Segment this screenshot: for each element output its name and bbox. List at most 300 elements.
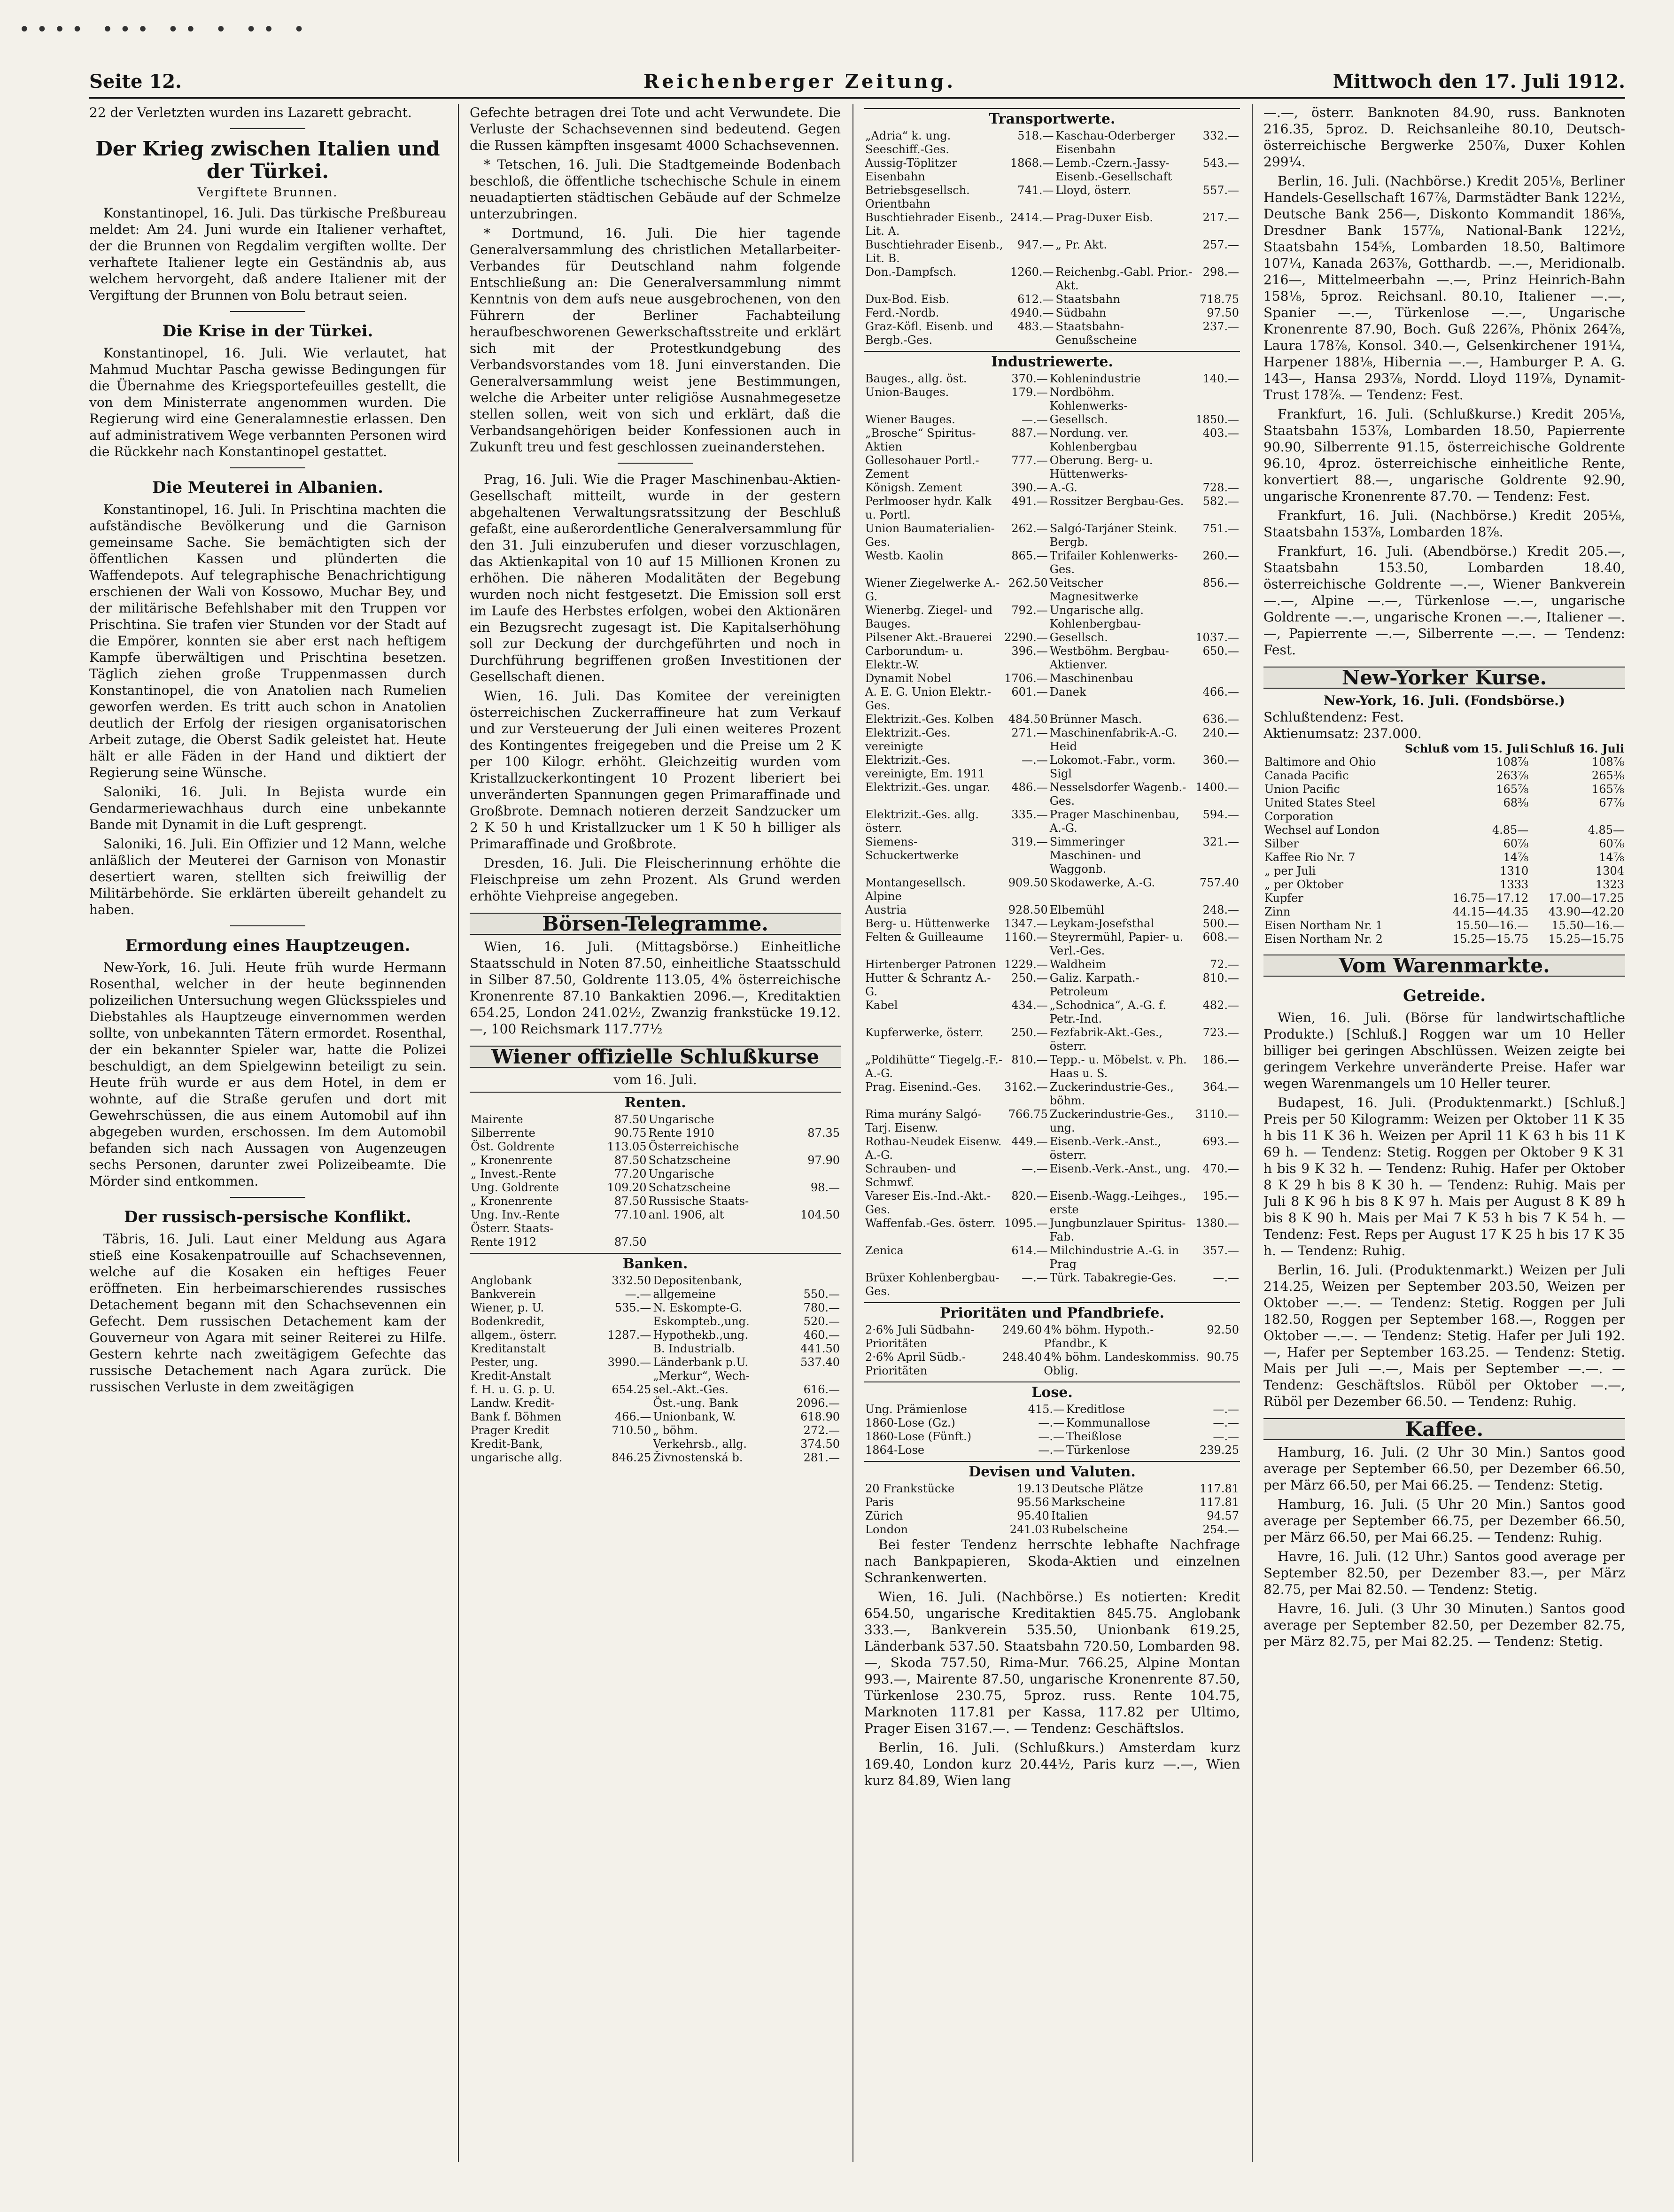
page-header (89, 70, 1625, 99)
table-row (864, 604, 1240, 631)
headline-mutiny: Die Meuterei in Albanien. (152, 478, 383, 497)
table-cell: Unionbank, W. (653, 1410, 736, 1423)
table-cell: Westb. Kaolin (865, 549, 944, 562)
table-cell: 87.35 (807, 1126, 840, 1140)
divider (230, 1197, 305, 1198)
industrie-table (864, 372, 1240, 1298)
table-cell: 90.75 (1207, 1350, 1239, 1364)
table-cell: Salgó-Tarjáner Steink. Bergb. (1049, 522, 1178, 549)
table-cell: anl. 1906, alt (648, 1208, 724, 1221)
table-cell: Wiener Ziegelwerke A.-G. (865, 576, 1000, 603)
table-cell: 460.— (803, 1328, 840, 1342)
table-cell: Elektrizit.-Ges. vereinigte (865, 726, 951, 753)
table-cell: —.— (1022, 1271, 1048, 1284)
table-row (864, 293, 1240, 306)
table-cell: Pester, ung. (471, 1356, 538, 1369)
table-cell: Nordung. ver. Kohlenbergbau (1049, 427, 1137, 453)
table-cell (781, 1369, 841, 1383)
table-cell: 2290.— (1004, 631, 1048, 644)
table-cell: Rothau-Neudek Eisenw. A.-G. (865, 1135, 1002, 1162)
banner-kaffee: Kaffee. (1263, 1418, 1625, 1440)
table-cell: 94.57 (1207, 1509, 1239, 1522)
table-cell: Jungbunzlauer Spiritus-Fab. (1049, 1217, 1186, 1243)
table-cell: Prag. Eisenind.-Ges. (865, 1080, 982, 1094)
table-row (470, 1288, 841, 1301)
table-cell (781, 1274, 841, 1288)
table-cell: 728.— (1202, 481, 1239, 494)
table-cell: Silber (1264, 837, 1299, 850)
article-murder: New-York, 16. Juli. Heute früh wurde Hermann Rosenthal, welcher in der heute beginnenden polizeilichen Untersuchung wegen Glücksspieles und Diebstahles als Hauptzeuge einvernommen werden sollte, von unbekannten Tätern ermordet. Rosenthal, der ein bekannter Spieler war, hatte die Polizei beschuldigt, an dem Spielgewinn beteiligt zu sein. Heute früh wurde er aus dem Hotel, in dem er wohnte, auf die Straße gerufen und dort mit Gewehrschüssen, die aus einem Automobil auf ihn abgegeben wurden, erschossen. Im dem Automobil befanden sich nach Aussagen von Augenzeugen sechs Personen, darunter zwei Polizeibeamte. Die Mörder sind entkommen. (89, 960, 446, 1189)
table-row (864, 835, 1240, 876)
table-cell: „ Kronenrente (471, 1195, 553, 1208)
table-cell: 557.— (1202, 184, 1239, 197)
table-cell: Rossitzer Bergbau-Ges. (1049, 495, 1184, 508)
table-cell: 618.90 (800, 1410, 840, 1423)
table-cell: 260.— (1202, 549, 1239, 562)
table-row (864, 1244, 1240, 1271)
table-cell: 321.— (1202, 835, 1239, 848)
table-cell: Oberung. Berg- u. Hüttenwerks- (1049, 454, 1153, 481)
table-cell: —.— (1038, 1416, 1065, 1429)
section-transport: Transportwerte. (864, 108, 1240, 127)
table-cell: Russische Staats- (648, 1195, 749, 1208)
table-cell: Ungarische allg. Kohlenbergbau- (1049, 604, 1144, 630)
table-cell: Leykam-Josefsthal (1049, 917, 1155, 930)
table-cell: 43.90—42.20 (1548, 905, 1624, 918)
table-row (864, 454, 1240, 481)
table-cell: Kommunallose (1066, 1416, 1150, 1429)
table-cell: 466.— (1202, 685, 1239, 699)
section-banken: Banken. (470, 1253, 841, 1272)
section-lose: Lose. (864, 1382, 1240, 1401)
table-cell: 718.75 (1200, 293, 1239, 306)
section-getreide: Getreide. (1403, 986, 1486, 1005)
table-row (470, 1167, 841, 1181)
devisen-table (864, 1482, 1240, 1537)
table-row (470, 1126, 841, 1140)
table-cell: 281.— (803, 1451, 840, 1464)
table-cell: 537.40 (800, 1356, 840, 1369)
divider (618, 463, 693, 464)
table-cell: Zinn (1264, 905, 1291, 918)
table-cell: Maschinenbau (1049, 672, 1133, 685)
table-cell: —.— (1022, 753, 1048, 767)
table-cell: Hutter & Schrantz A.-G. (865, 971, 991, 998)
table-cell: Öst. Goldrente (471, 1140, 555, 1153)
table-cell: 360.— (1202, 753, 1239, 767)
table-cell: 1037.— (1195, 631, 1239, 644)
table-cell: 87.50 (614, 1195, 647, 1208)
table-cell: 535.— (614, 1301, 651, 1314)
table-cell: 248.— (1202, 903, 1239, 916)
table-cell: Baltimore and Ohio (1264, 755, 1376, 768)
table-header-row (1263, 742, 1625, 755)
table-cell: Bank f. Böhmen (471, 1410, 561, 1423)
table-cell: 543.— (1202, 156, 1239, 170)
table-row (864, 156, 1240, 184)
table-cell: Elektrizit.-Ges. Kolben (865, 713, 994, 726)
table-row (864, 211, 1240, 238)
table-cell: 239.25 (1200, 1444, 1239, 1457)
table-cell: 68⅜ (1503, 796, 1529, 809)
table-cell: N. Eskompte-G. (653, 1301, 742, 1314)
table-cell: Königsh. Zement (865, 481, 962, 494)
table-cell: Ung. Prämienlose (865, 1403, 967, 1416)
section-devisen: Devisen und Valuten. (864, 1461, 1240, 1480)
table-row (470, 1301, 841, 1315)
table-cell: allgem., österr. (471, 1328, 557, 1342)
table-cell: 16.75—17.12 (1452, 892, 1529, 905)
table-cell: —.— (1022, 1162, 1048, 1175)
table-cell: 751.— (1202, 522, 1239, 535)
table-row (864, 1523, 1240, 1537)
table-row (1263, 851, 1625, 864)
table-cell: 165⅞ (1591, 783, 1624, 796)
table-cell (785, 1195, 841, 1208)
column-3 (864, 104, 1240, 2162)
table-cell: 95.40 (1017, 1509, 1049, 1522)
table-cell: Österr. Staats- (471, 1222, 554, 1235)
table-row (864, 1444, 1240, 1457)
table-row (864, 672, 1240, 685)
table-cell: 332.— (1202, 129, 1239, 142)
transport-table (864, 129, 1240, 347)
table-row (470, 1342, 841, 1356)
section-industrie: Industriewerte. (864, 351, 1240, 370)
table-cell: Schrauben- und Schmwf. (865, 1162, 956, 1189)
table-cell: Union Pacific (1264, 783, 1340, 796)
column-2 (470, 104, 841, 2162)
table-cell: 77.10 (614, 1208, 647, 1221)
table-cell: Wiener Bauges. (865, 413, 955, 426)
table-row (864, 576, 1240, 604)
table-cell: 846.25 (612, 1451, 651, 1464)
table-row (1263, 864, 1625, 878)
table-cell: „ Kronenrente (471, 1154, 553, 1167)
berlin-schluss-text: Berlin, 16. Juli. (Schlußkurs.) Amsterdam kurz 169.40, London kurz 20.44½, Paris kurz —.—, Wien kurz 84.89, Wien lang (864, 1740, 1240, 1788)
table-cell: Kaschau-Oderberger Eisenbahn (1055, 129, 1175, 156)
table-cell: Aussig-Töplitzer Eisenbahn (865, 156, 957, 183)
havre-1-text: Havre, 16. Juli. (12 Uhr.) Santos good average per September 82.50, per Dezember 83.—, per März 82.75, per Mai 82.50. — Tendenz: Stetig. (1263, 1549, 1625, 1597)
table-row (1263, 796, 1625, 823)
table-row (1263, 905, 1625, 919)
table-row (864, 427, 1240, 454)
table-cell: Silberrente (471, 1126, 535, 1140)
frankfurt-nachboerse-text: Frankfurt, 16. Juli. (Nachbörse.) Kredit 205⅛, Staatsbahn 153⅞, Lombarden 18⅞. (1263, 508, 1625, 540)
top-marks: •••• ••• •• • •• • (19, 19, 311, 40)
table-cell: Zenica (865, 1244, 904, 1257)
table-cell: Kredit-Bank, (471, 1437, 543, 1451)
table-cell: Gesellsch. (1049, 413, 1108, 426)
header-rule (89, 97, 1625, 99)
table-cell: 780.— (803, 1301, 840, 1314)
table-cell: 4.85— (1492, 823, 1529, 837)
table-cell: Rente 1910 (648, 1126, 714, 1140)
table-cell: 2414.— (1010, 211, 1054, 224)
table-cell: Rente 1912 (471, 1235, 537, 1249)
table-row (1263, 783, 1625, 796)
table-cell: 2·6% Juli Südbahn-Prioritäten (865, 1323, 975, 1350)
table-cell: Gesellsch. (1049, 631, 1108, 644)
table-row (864, 1496, 1240, 1509)
table-cell: 14⅞ (1503, 851, 1529, 864)
section-prior: Prioritäten und Pfandbriefe. (864, 1302, 1240, 1321)
banner-boersen: Börsen-Telegramme. (470, 913, 841, 935)
divider (230, 467, 305, 468)
table-cell: 810.— (1202, 971, 1239, 985)
table-cell: 1260.— (1010, 265, 1054, 279)
table-cell: 1380.— (1195, 1217, 1239, 1230)
table-cell: Anglobank (471, 1274, 532, 1287)
kurse-date: vom 16. Juli. (613, 1072, 697, 1087)
table-cell: 117.81 (1200, 1496, 1239, 1509)
table-cell: 947.— (1017, 238, 1054, 251)
table-cell (1194, 386, 1240, 413)
table-cell: 928.50 (1008, 903, 1048, 916)
table-row (470, 1274, 841, 1288)
table-cell: Fezfabrik-Akt.-Ges., österr. (1049, 1026, 1163, 1053)
table-cell: Eisenb.-Verk.-Anst., österr. (1049, 1135, 1162, 1162)
table-cell: —.— (1038, 1430, 1065, 1443)
table-cell: Vareser Eis.-Ind.-Akt.-Ges. (865, 1189, 991, 1216)
table-cell: 1850.— (1195, 413, 1239, 426)
table-cell: 601.— (1011, 685, 1048, 699)
table-cell: 87.50 (614, 1235, 647, 1249)
table-cell: Prager Kredit (471, 1424, 549, 1437)
tendenz-text: Bei fester Tendenz herrschte lebhafte Nachfrage nach Bankpapieren, Skoda-Aktien und einzelnen Schrankenwerten. (864, 1537, 1240, 1585)
table-cell: 265⅜ (1591, 769, 1624, 782)
table-row (864, 306, 1240, 320)
table-row (470, 1181, 841, 1195)
table-row (864, 726, 1240, 753)
prior-table (864, 1323, 1240, 1378)
table-cell: 741.— (1017, 184, 1054, 197)
article-crisis: Konstantinopel, 16. Juli. Wie verlautet, hat Mahmud Muchtar Pascha gewisse Bedingungen für die Übernahme des Kriegsportefeuilles gestellt, die von dem Ministerrate angenommen wurden. Die Regierung wird eine Generalamnestie erlassen. Den auf administrativem Wege verbannten Personen wird die Rückkehr nach Konstantinopel gestattet. (89, 345, 446, 459)
table-cell: 108⅞ (1496, 755, 1529, 768)
column-separator (458, 104, 459, 2162)
table-cell: Bodenkredit, (471, 1315, 545, 1328)
table-cell: 396.— (1011, 644, 1048, 658)
table-cell: 466.— (614, 1410, 651, 1423)
column-separator (852, 104, 853, 2162)
table-cell: 1868.— (1010, 156, 1054, 170)
table-row (864, 685, 1240, 713)
table-row (864, 386, 1240, 413)
table-cell: Ungarische (648, 1113, 714, 1126)
article-wien-sugar: Wien, 16. Juli. Das Komitee der vereinigten österreichischen Zuckerraffineure hat zum Verkauf und zur Versteuerung der Juli einen weiteres Prozent des Kontingentes freigegeben und die Preise um 2 K per 100 Kilogr. erhöht. Gleichzeitig wurden vom Kristallzuckerkontingent 10 Prozent liberiert bei unveränderten Spannungen gegen Primaraffinade und Großbrote. Demnach notieren derzeit Sandzucker um 2 K 50 h und Kristallzucker um 1 K 50 h billiger als Primaraffinade und Großbrote. (470, 688, 841, 852)
newyork-tendenz: Schlußtendenz: Fest. (1263, 709, 1404, 725)
newyork-head: New-York, 16. Juli. (Fondsbörse.) (1323, 693, 1566, 708)
table-cell: Dux-Bod. Eisb. (865, 293, 950, 306)
table-cell: 654.25 (612, 1383, 651, 1396)
table-cell: 403.— (1202, 427, 1239, 440)
table-cell (1194, 604, 1240, 631)
table-row (470, 1383, 841, 1397)
table-cell: 594.— (1202, 808, 1239, 821)
table-cell: Öst.-ung. Bank (653, 1397, 738, 1410)
table-cell: Milchindustrie A.-G. in Prag (1049, 1244, 1179, 1271)
table-cell: 237.— (1202, 320, 1239, 333)
table-cell: Deutsche Plätze (1051, 1482, 1143, 1495)
table-cell: Živnostenská b. (653, 1451, 743, 1464)
table-cell: 298.— (1202, 265, 1239, 279)
table-cell: A.-G. (1049, 481, 1077, 494)
table-row (470, 1437, 841, 1451)
table-cell: Danek (1049, 685, 1086, 699)
table-cell: Zürich (865, 1509, 903, 1522)
table-cell: Buschtiehrader Eisenb., Lit. B. (865, 238, 1003, 265)
table-row (864, 781, 1240, 808)
table-row (864, 372, 1240, 386)
table-cell: Kohlenindustrie (1049, 372, 1141, 385)
table-cell: Rima murány Salgó-Tarj. Eisenw. (865, 1108, 982, 1134)
table-row (864, 1135, 1240, 1162)
article-war: Konstantinopel, 16. Juli. Das türkische Preßbureau meldet: Am 24. Juni wurde ein Italiener verhaftet, der die Brunnen von Regdalim vergiften wollte. Der verhaftete Italiener legte ein Geständnis ab, aus welchem hervorgeht, daß andere Italiener mit der Vergiftung der Brunnen von Bolu betraut seien. (89, 205, 446, 303)
table-row (1263, 769, 1625, 783)
article-mutiny-2: Saloniki, 16. Juli. In Bejista wurde ein Gendarmeriewachhaus durch eine unbekannte Bande mit Dynamit in die Luft gesprengt. (89, 784, 446, 832)
headline-murder: Ermordung eines Hauptzeugen. (125, 936, 411, 955)
table-cell: 1304 (1595, 864, 1624, 877)
table-cell: Elbemühl (1049, 903, 1104, 916)
table-row (864, 1080, 1240, 1108)
table-cell: 92.50 (1207, 1323, 1239, 1336)
table-cell: Graz-Köfl. Eisenb. und Bergb.-Ges. (865, 320, 993, 347)
table-row (864, 1053, 1240, 1080)
table-cell: Berg- u. Hüttenwerke (865, 917, 990, 930)
table-cell: 1229.— (1004, 958, 1048, 971)
table-row (864, 184, 1240, 211)
table-row (864, 413, 1240, 427)
table-cell: allgemeine (653, 1288, 716, 1301)
table-cell: 117.81 (1200, 1482, 1239, 1495)
table-cell: Westböhm. Bergbau-Aktienver. (1049, 644, 1169, 671)
newyork-umsatz: Aktienumsatz: 237.000. (1263, 726, 1422, 741)
table-cell: —.— (625, 1288, 651, 1301)
table-row (864, 238, 1240, 265)
table-row (864, 265, 1240, 293)
table-cell: 140.— (1202, 372, 1239, 385)
divider (230, 925, 305, 926)
table-cell: 272.— (803, 1424, 840, 1437)
table-cell: 108⅞ (1591, 755, 1624, 768)
table-cell: „ Invest.-Rente (471, 1167, 557, 1180)
table-cell: 97.50 (1207, 306, 1239, 319)
table-row (1263, 932, 1625, 946)
table-cell: Maschinenfabrik-A.-G. Heid (1049, 726, 1178, 753)
table-cell: 909.50 (1008, 876, 1048, 889)
table-cell: Kredit-Anstalt (471, 1369, 551, 1382)
table-row (864, 1323, 1240, 1350)
table-cell (1194, 454, 1240, 481)
table-cell: 249.60 (1002, 1323, 1042, 1336)
table-cell: Kabel (865, 999, 898, 1012)
table-row (864, 1217, 1240, 1244)
table-cell (785, 1113, 841, 1126)
headline-persia: Der russisch-persische Konflikt. (124, 1208, 411, 1226)
table-cell: 195.— (1202, 1189, 1239, 1203)
article-persia: Täbris, 16. Juli. Laut einer Meldung aus Agara stieß eine Kosakenpatrouille auf Schachsevennen, welche auf die Kosaken ein heftiges Feuer eröffneten. Ein herbeimarschierendes russisches Detachement begann mit den Schachsevennen ein Gefecht. Dem russischen Detachement kam der Gouverneur von Agara mit seiner Reiterei zu Hilfe. Gestern kehrte nach zweitägigem Gefechte das russische Detachement nach Agara zurück. Die russischen Verluste in dem zweitägigen (89, 1231, 446, 1395)
table-cell: Wienerbg. Ziegel- und Bauges. (865, 604, 993, 630)
table-cell: Länderbank p.U. (653, 1356, 748, 1369)
table-cell: Türk. Tabakregie-Ges. (1049, 1271, 1177, 1284)
table-cell: 19.13 (1017, 1482, 1049, 1495)
havre-2-text: Havre, 16. Juli. (3 Uhr 30 Minuten.) Santos good average per September 82.50, per Dezember 82.75, per März 82.75, per Mai 82.25. — Tendenz: Stetig. (1263, 1601, 1625, 1649)
frankfurt-schluss-text: Frankfurt, 16. Juli. (Schlußkurse.) Kredit 205⅛, Staatsbahn 153⅞, Lombarden 18.50, Papierrente 90.90, Silberrente 91.15, österreichische Goldrente 96.10, 4proz. österreichische einheitliche Rente, konvertiert 88.—, ungarische Goldrente 92.90, ungarische Kronenrente 87.70. — Tendenz: Fest. (1263, 406, 1625, 504)
table-cell: 757.40 (1200, 876, 1239, 889)
table-cell: 374.50 (800, 1437, 840, 1451)
table-cell: Hypothekb.,ung. (653, 1328, 748, 1342)
table-cell: Lloyd, österr. (1055, 184, 1132, 197)
table-cell: Dynamit Nobel (865, 672, 951, 685)
table-cell: Kupferwerke, österr. (865, 1026, 984, 1039)
section-renten: Renten. (470, 1092, 841, 1111)
table-cell: 3162.— (1004, 1080, 1048, 1094)
table-cell: United States Steel Corporation (1264, 796, 1376, 823)
table-cell: 520.— (803, 1315, 840, 1328)
table-cell: Eskompteb.,ung. (653, 1315, 750, 1328)
table-row (1263, 878, 1625, 892)
table-row (864, 549, 1240, 576)
table-row (470, 1235, 841, 1249)
table-cell: Gollesohauer Portl.-Zement (865, 454, 979, 481)
table-cell: 60⅞ (1503, 837, 1529, 850)
table-cell: Prag-Duxer Eisb. (1055, 211, 1153, 224)
table-cell: 1333 (1500, 878, 1529, 891)
table-cell: 60⅞ (1599, 837, 1624, 850)
banner-waren: Vom Warenmarkte. (1263, 955, 1625, 977)
table-cell: 364.— (1202, 1080, 1239, 1094)
table-cell: 17.00—17.25 (1548, 892, 1624, 905)
table-row (864, 1026, 1240, 1053)
table-cell: Rubelscheine (1051, 1523, 1128, 1536)
table-cell: Kreditlose (1066, 1403, 1125, 1416)
table-row (470, 1410, 841, 1424)
table-cell: 723.— (1202, 1026, 1239, 1039)
table-row (864, 631, 1240, 644)
banken-table (470, 1274, 841, 1465)
table-cell: Elektrizit.-Ges. allg. österr. (865, 808, 979, 835)
table-cell: —.— (1038, 1444, 1065, 1457)
table-cell: Elektrizit.-Ges. ungar. (865, 781, 991, 794)
table-cell: 319.— (1011, 835, 1048, 848)
table-cell: 104.50 (800, 1208, 840, 1221)
table-cell: 491.— (1011, 495, 1048, 508)
berlin-cont-text: —.—, österr. Banknoten 84.90, russ. Banknoten 216.35, 5proz. D. Reichsanleihe 80.10, Deutsch-österreichische Bergwerke 250⅞, Duxer Kohlen 299¼. (1263, 105, 1625, 170)
table-cell: „ böhm. (653, 1424, 698, 1437)
table-row (864, 917, 1240, 931)
table-cell: Bankverein (471, 1288, 536, 1301)
table-row (470, 1315, 841, 1328)
table-cell: 614.— (1011, 1244, 1048, 1257)
table-row (864, 931, 1240, 958)
table-cell: 98.— (810, 1181, 840, 1194)
table-cell: „ per Oktober (1264, 878, 1344, 891)
banner-newyork: New-Yorker Kurse. (1263, 667, 1625, 689)
table-cell: —.— (1213, 1271, 1239, 1284)
berlin-nachboerse-text: Berlin, 16. Juli. (Nachbörse.) Kredit 205⅛, Berliner Handels-Gesellschaft 167⅞, Darmstädter Bank 122½, Deutsche Bank 256—, Diskonto Kommandit 186⅝, Dresdner Bank 157⅞, National-Bank 122½, Staatsbahn 154⅝, Lombarden 18.50, Baltimore 107¼, Kanada 263⅞, Gotthardb. —.—, Meridionalb. 216—, Mittelmeerbahn —.—, Prinz Heinrich-Bahn 158⅛, 5proz. Reichsanl. 80.10, Italiener —.—, Spanier —.—, Türkenlose —.—, Ungarische Kronenrente 87.90, Boch. Guß 226⅞, Phönix 264⅞, Laura 178⅞, Konsol. 340.—, Gelsenkirchener 191¼, Harpener 188⅛, Hibernia —.—, Hamburger P. A. G. 143—, Hansa 293⅞, Nordd. Lloyd 119⅞, Dynamit-Trust 178⅞. — Tendenz: Fest. (1263, 173, 1625, 403)
table-cell: Zuckerindustrie-Ges., ung. (1049, 1108, 1174, 1134)
column-4 (1263, 104, 1625, 2162)
table-cell: Schatzscheine (648, 1181, 731, 1194)
table-row (864, 876, 1240, 903)
table-cell: 3990.— (607, 1356, 651, 1369)
table-cell: 650.— (1202, 644, 1239, 658)
table-cell: 887.— (1011, 427, 1048, 440)
banner-wiener-kurse: Wiener offizielle Schlußkurse (470, 1046, 841, 1068)
table-row (470, 1397, 841, 1410)
newyork-table (1263, 742, 1625, 946)
table-cell (593, 1369, 652, 1383)
